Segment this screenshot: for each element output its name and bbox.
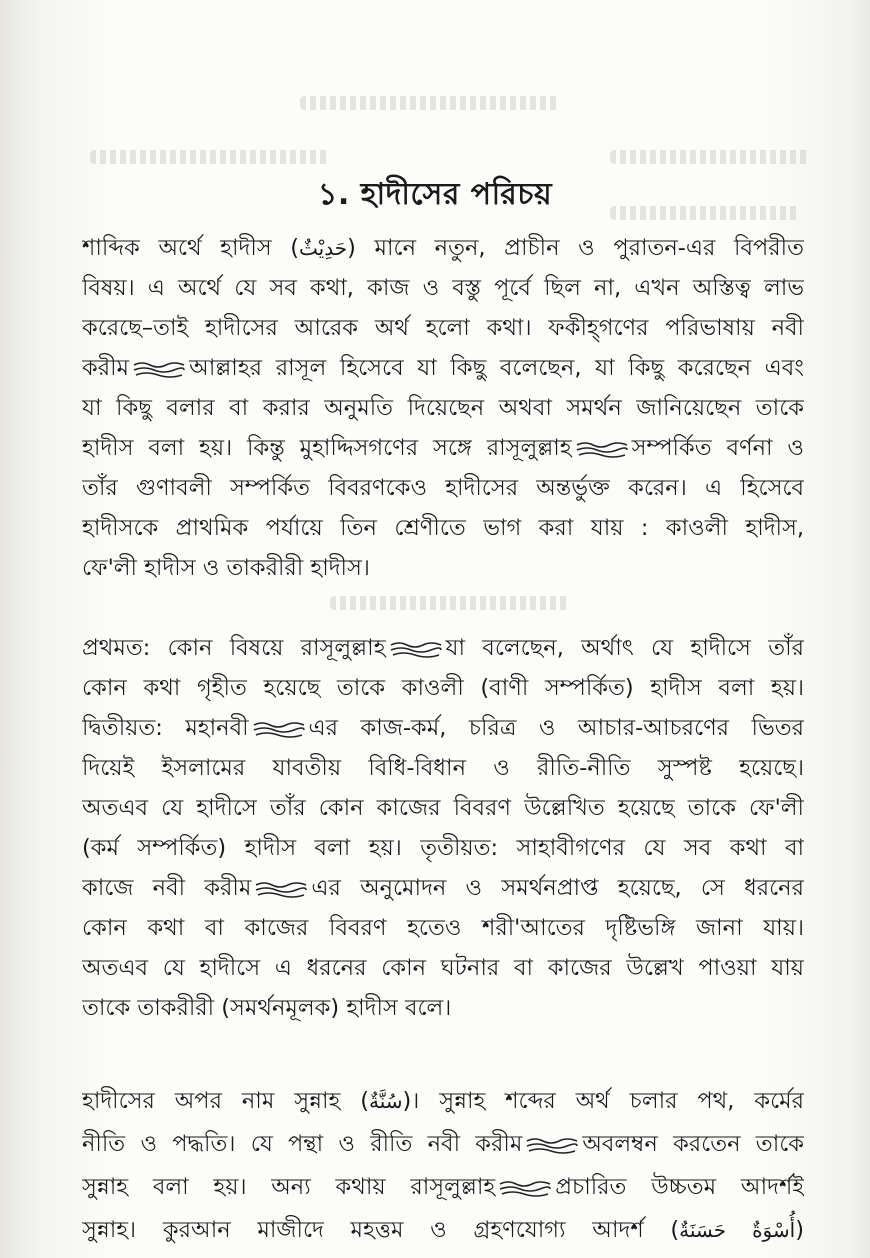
salawat-seal-icon (573, 439, 631, 459)
salawat-seal-icon (250, 719, 308, 739)
text-line: হাদীস বলা হয়। কিন্তু মুহাদ্দিসগণের সঙ্গে রাসূলুল্লাহ সম্পর্কিত বর্ণনা ও (82, 435, 804, 461)
text-line: কাজে নবী করীম এর অনুমোদন ও সমর্থনপ্রাপ্ত হয়েছে, সে ধরনের (82, 875, 804, 901)
text-line: কোন কথা গৃহীত হয়েছে তাকে কাওলী (বাণী সম্পর্কিত) হাদীস বলা হয়। (82, 675, 804, 701)
text-line: (কর্ম সম্পর্কিত) হাদীস বলা হয়। তৃতীয়ত: সাহাবীগণের যে সব কথা বা (82, 835, 804, 861)
text-line: হাদীসের অপর নাম সুন্নাহ (سُنَّةٌ)। সুন্নাহ শব্দের অর্থ চলার পথ, কর্মের (82, 1088, 804, 1114)
text-line: বিষয়। এ অর্থে যে সব কথা, কাজ ও বস্তু পূর্বে ছিল না, এখন অস্তিত্ব লাভ (82, 275, 804, 301)
text-line: ফে'লী হাদীস ও তাকরীরী হাদীস। (82, 555, 370, 581)
bleed-through-line (330, 596, 570, 610)
arabic-uswa-hasana: أُسْوَةٌ حَسَنَةٌ (679, 1218, 796, 1242)
text-line: তাঁর গুণাবলী সম্পর্কিত বিবরণকেও হাদীসের অন্তর্ভুক্ত করেন। এ হিসেবে (82, 475, 804, 501)
bleed-through-line (300, 96, 560, 110)
salawat-seal-icon (496, 1178, 554, 1198)
bleed-through-line (610, 150, 810, 164)
paragraph-sunnah (82, 1080, 804, 1252)
bleed-through-line (90, 150, 330, 164)
page-title: ১. হাদীসের পরিচয় (317, 177, 553, 212)
text-line: শাব্দিক অর্থে হাদীস (حَدِيْثٌ) মানে নতুন, প্রাচীন ও পুরাতন-এর বিপরীত (82, 235, 804, 261)
text-line: নীতি ও পদ্ধতি। যে পন্থা ও রীতি নবী করীম অবলম্বন করতেন তাকে (82, 1131, 804, 1157)
text-line: করেছে–তাই হাদীসের আরেক অর্থ হলো কথা। ফকীহ্গণের পরিভাষায় নবী (82, 315, 804, 341)
text-line: যা কিছু বলার বা করার অনুমতি দিয়েছেন অথবা সমর্থন জানিয়েছেন তাকে (82, 395, 804, 421)
text-line: হাদীসকে প্রাথমিক পর্যায়ে তিন শ্রেণীতে ভাগ করা যায় : কাওলী হাদীস, (82, 515, 804, 541)
text-line: কোন কথা বা কাজের বিবরণ হতেও শরী'আতের দৃষ্টিভঙ্গি জানা যায়। (82, 915, 804, 941)
text-line: অতএব যে হাদীসে তাঁর কোন কাজের বিবরণ উল্লেখিত হয়েছে তাকে ফে'লী (82, 795, 804, 821)
text-line: সুন্নাহ। কুরআন মাজীদে মহত্তম ও গ্রহণযোগ্য আদর্শ (أُسْوَةٌ حَسَنَةٌ) (82, 1217, 804, 1243)
arabic-hadith-word: حَدِيْثٌ (299, 236, 348, 260)
salawat-seal-icon (130, 359, 188, 379)
text-line: দিয়েই ইসলামের যাবতীয় বিধি-বিধান ও রীতি-নীতি সুস্পষ্ট হয়েছে। (82, 755, 804, 781)
salawat-seal-icon (252, 879, 310, 899)
paragraph-definition (82, 228, 804, 588)
arabic-sunnah-word: سُنَّةٌ (369, 1089, 403, 1113)
text-line: সুন্নাহ বলা হয়। অন্য কথায় রাসূলুল্লাহ প্রচারিত উচ্চতম আদর্শই (82, 1174, 804, 1200)
text-line: তাকে তাকরীরী (সমর্থনমূলক) হাদীস বলে। (82, 995, 452, 1021)
text-line: করীম আল্লাহর রাসূল হিসেবে যা কিছু বলেছেন, যা কিছু করেছেন এবং (82, 355, 804, 381)
paragraph-classification (82, 628, 804, 1028)
text-line: অতএব যে হাদীসে এ ধরনের কোন ঘটনার বা কাজের উল্লেখ পাওয়া যায় (82, 955, 804, 981)
text-line: প্রথমত: কোন বিষয়ে রাসূলুল্লাহ যা বলেছেন, অর্থাৎ যে হাদীসে তাঁর (82, 635, 804, 661)
salawat-seal-icon (523, 1135, 581, 1155)
text-line: দ্বিতীয়ত: মহানবী এর কাজ-কর্ম, চরিত্র ও আচার-আচরণের ভিতর (82, 715, 804, 741)
salawat-seal-icon (387, 639, 445, 659)
